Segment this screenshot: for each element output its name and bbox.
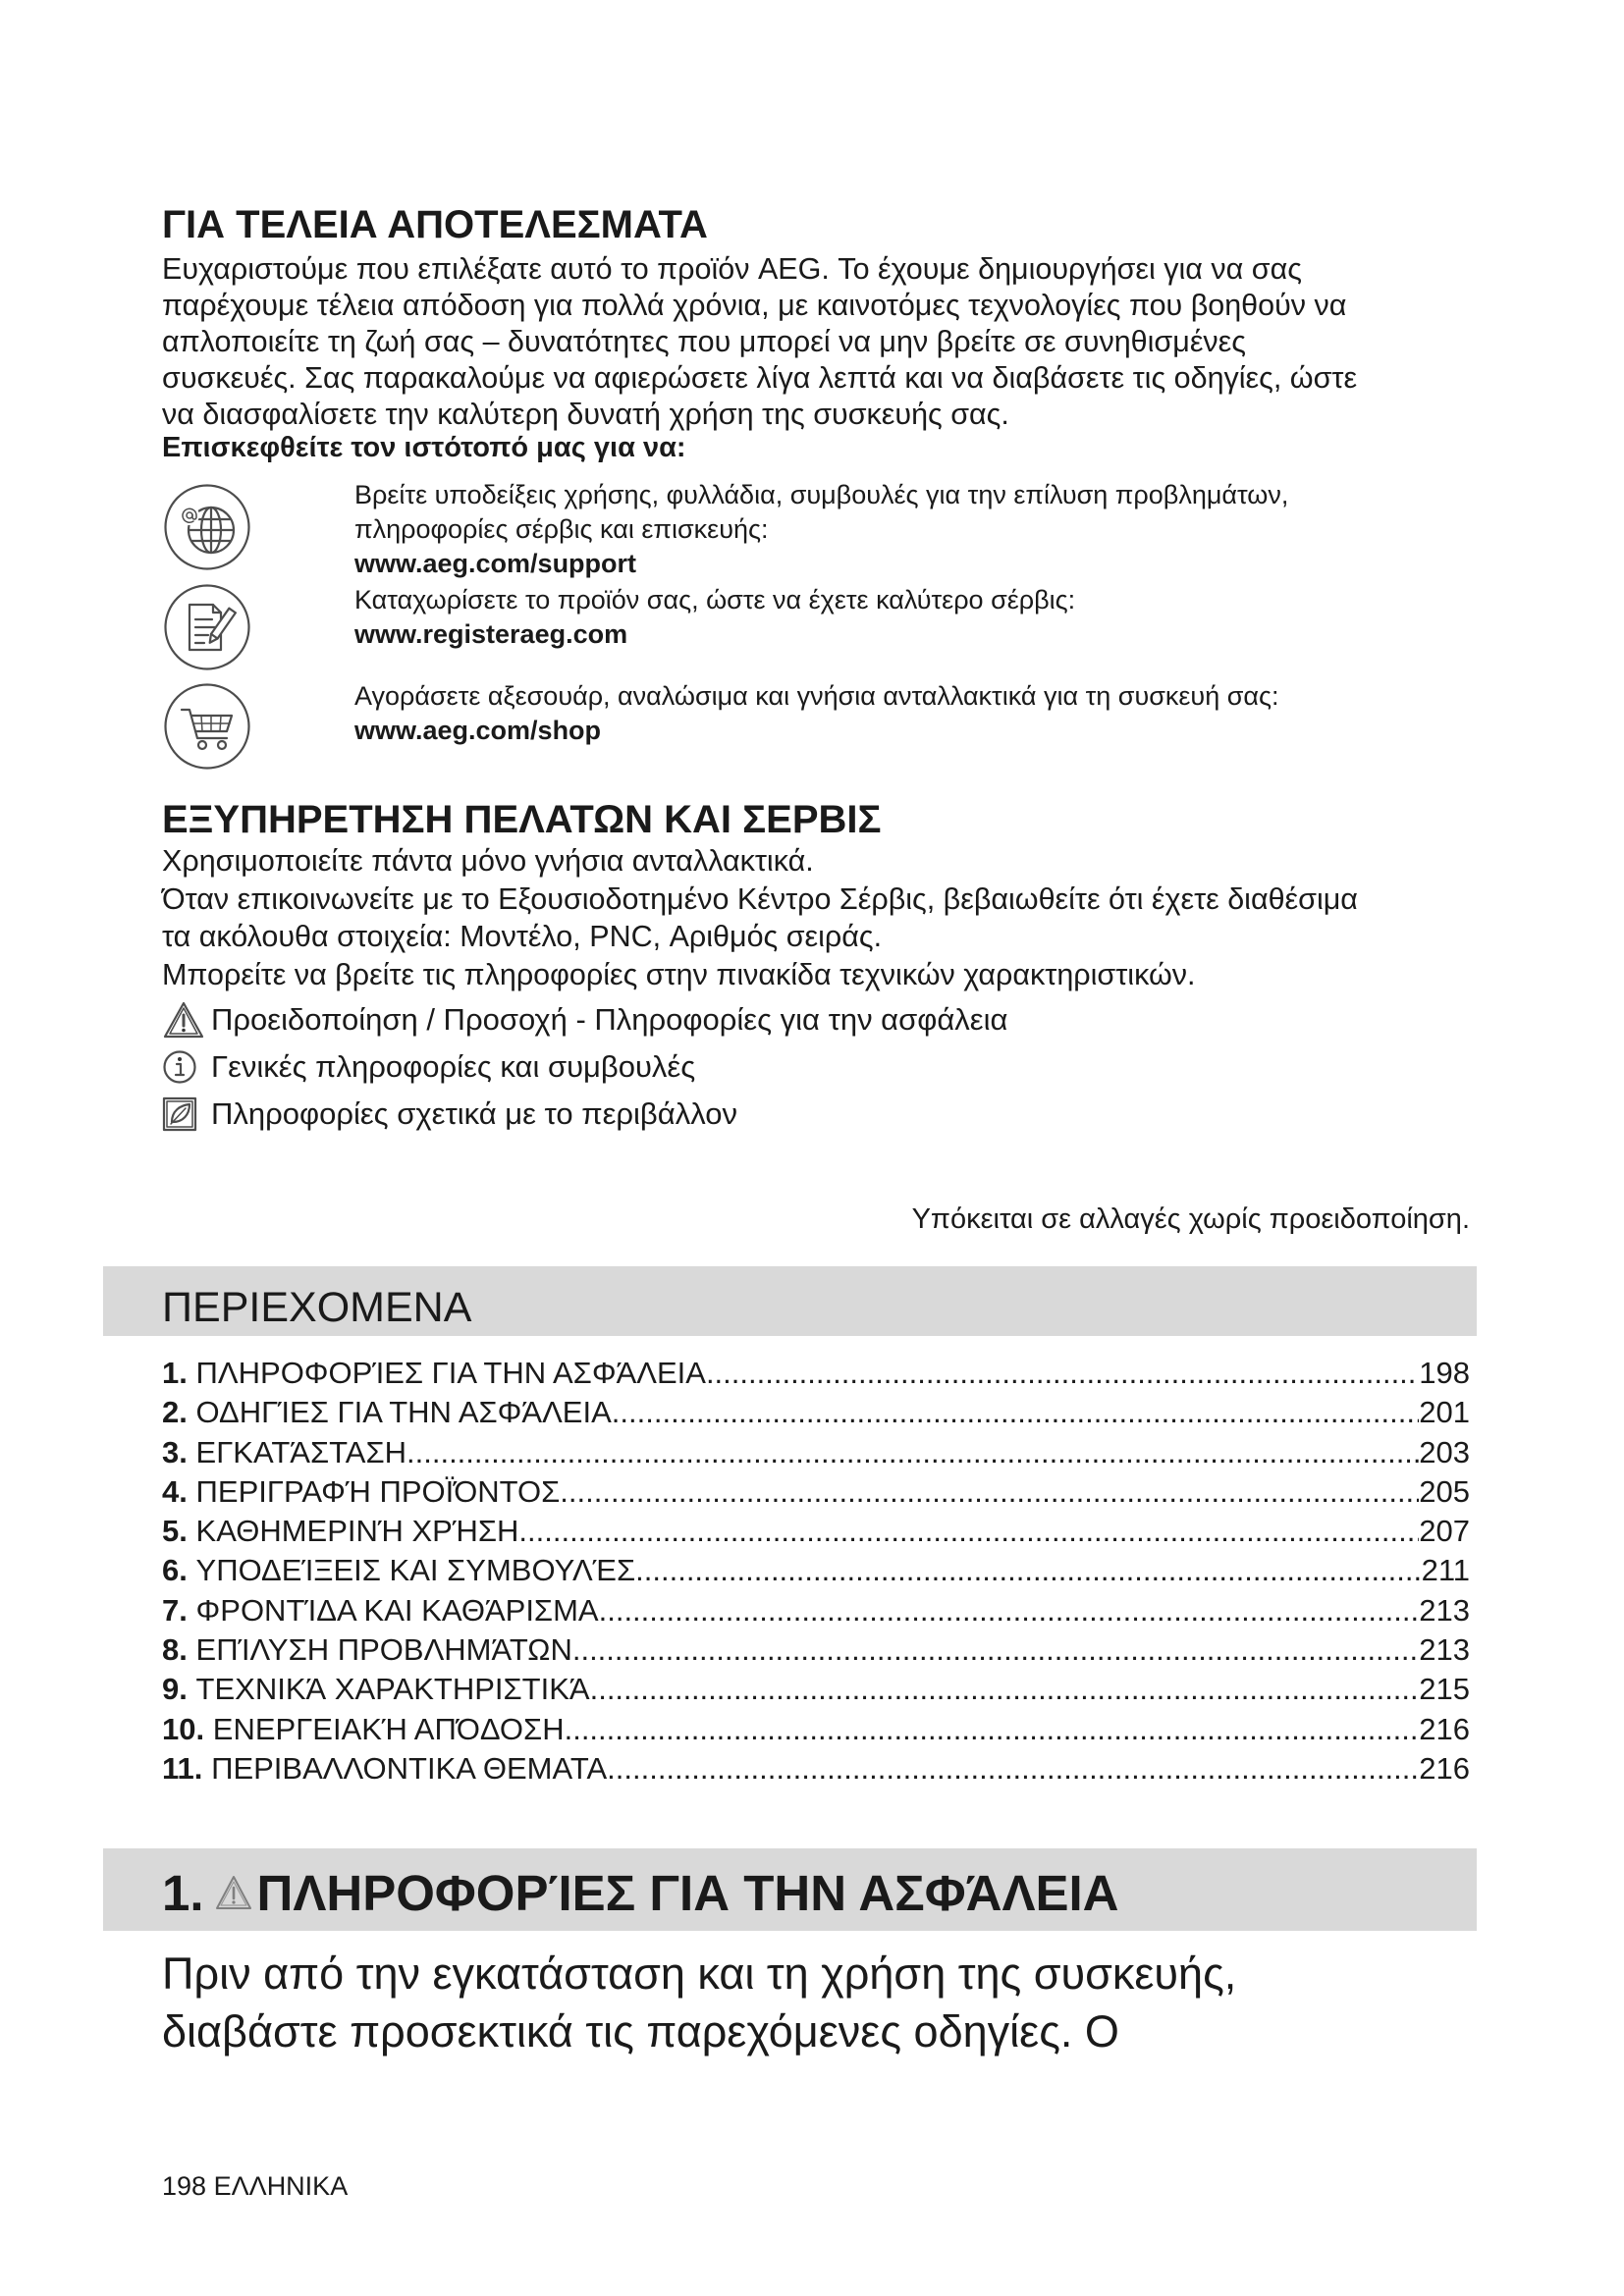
- symbol-row-info: [162, 1043, 1007, 1091]
- toc-title: ΚΑΘΗΜΕΡΙΝΉ ΧΡΉΣΗ: [195, 1514, 519, 1549]
- toc-leader: [612, 1393, 1419, 1432]
- toc-number: 1.: [162, 1356, 188, 1390]
- toc-number: 7.: [162, 1592, 188, 1628]
- service-title: ΕΞΥΠΗΡΕΤΗΣΗ ΠΕΛΑΤΩΝ ΚΑΙ ΣΕΡΒΙΣ: [162, 798, 882, 841]
- toc-row: [162, 1472, 1470, 1512]
- toc-row: [162, 1512, 1470, 1551]
- service-line: Μπορείτε να βρείτε τις πληροφορίες στην πινακίδα τεχνικών χαρακτηριστικών.: [162, 957, 1196, 991]
- toc-page: 207: [1419, 1514, 1470, 1549]
- intro-paragraph-line: να διασφαλίσετε την καλύτερη δυνατή χρήση της συσκευής σας.: [162, 398, 1009, 431]
- toc-title: ΕΠΊΛΥΣΗ ΠΡΟΒΛΗΜΆΤΩΝ: [195, 1632, 572, 1668]
- symbol-row-warning: [162, 996, 1007, 1043]
- service-text: [162, 842, 1358, 993]
- toc-leader: [572, 1630, 1419, 1670]
- toc-number: 10.: [162, 1711, 205, 1746]
- section-title: ΠΛΗΡΟΦΟΡΊΕΣ ΓΙΑ ΤΗΝ ΑΣΦΆΛΕΙΑ: [256, 1864, 1119, 1921]
- visit-label: Επισκεφθείτε τον ιστότοπό μας για να:: [162, 432, 686, 463]
- section-intro: [162, 1945, 1236, 2060]
- toc-page: 198: [1419, 1356, 1470, 1390]
- symbol-text: Πληροφορίες σχετικά με το περιβάλλον: [211, 1096, 737, 1131]
- toc-leader: [406, 1433, 1419, 1472]
- toc-number: 9.: [162, 1672, 188, 1707]
- toc-title: ΠΕΡΙΓΡΑΦΉ ΠΡΟΪΌΝΤΟΣ: [195, 1473, 561, 1509]
- section-number: 1.: [162, 1864, 204, 1921]
- register-link[interactable]: www.registeraeg.com: [354, 619, 628, 649]
- link-item-support: [354, 478, 1288, 581]
- toc-row: [162, 1630, 1470, 1670]
- shop-link[interactable]: www.aeg.com/shop: [354, 716, 602, 745]
- link-item-text: Αγοράσετε αξεσουάρ, αναλώσιμα και γνήσια ανταλλακτικά για τη συσκευή σας:: [354, 681, 1279, 711]
- symbol-row-environment: [162, 1091, 1007, 1138]
- globe-support-icon: [163, 483, 251, 571]
- toc-page: 213: [1419, 1632, 1470, 1668]
- warning-icon: [214, 1871, 253, 1914]
- toc-row: [162, 1670, 1470, 1709]
- toc-leader: [607, 1749, 1419, 1789]
- link-item-text: Καταχωρίσετε το προϊόν σας, ώστε να έχετε καλύτερο σέρβις:: [354, 585, 1076, 614]
- toc-title: ΠΕΡΙΒΑΛΛΟΝΤΙΚΑ ΘΕΜΑΤΑ: [211, 1750, 608, 1786]
- toc-title: ΟΔΗΓΊΕΣ ΓΙΑ ΤΗΝ ΑΣΦΆΛΕΙΑ: [195, 1395, 612, 1430]
- link-item-shop: [354, 679, 1279, 748]
- link-item-register: [354, 583, 1075, 652]
- toc-page: 215: [1419, 1672, 1470, 1707]
- section-intro-line: διαβάστε προσεκτικά τις παρεχόμενες οδηγίες. Ο: [162, 2006, 1119, 2056]
- section-heading: [162, 1864, 1118, 1921]
- service-line: τα ακόλουθα στοιχεία: Μοντέλο, PNC, Αριθμός σειράς.: [162, 920, 883, 953]
- section-intro-line: Πριν από την εγκατάσταση και τη χρήση της συσκευής,: [162, 1949, 1237, 1999]
- intro-paragraph: [162, 251, 1357, 433]
- toc-number: 4.: [162, 1473, 188, 1509]
- toc-page: 216: [1419, 1711, 1470, 1746]
- page-number: 198: [162, 2171, 207, 2201]
- intro-paragraph-line: απλοποιείτε τη ζωή σας – δυνατότητες που μπορεί να μην βρείτε σε συνηθισμένες: [162, 325, 1246, 358]
- toc-number: 11.: [162, 1750, 203, 1786]
- service-line: Όταν επικοινωνείτε με το Εξουσιοδοτημένο Κέντρο Σέρβις, βεβαιωθείτε ότι έχετε διαθέσιμα: [162, 881, 1358, 916]
- register-document-icon: [163, 583, 251, 671]
- toc-leader: [706, 1354, 1419, 1393]
- toc-row: [162, 1393, 1470, 1432]
- toc-leader: [560, 1472, 1419, 1512]
- info-icon: [162, 1049, 211, 1085]
- toc-number: 3.: [162, 1434, 188, 1469]
- toc-page: 203: [1419, 1434, 1470, 1469]
- service-line: Χρησιμοποιείτε πάντα μόνο γνήσια ανταλλακτικά.: [162, 844, 814, 878]
- contents-header-bar: [103, 1266, 1477, 1336]
- toc-page: 213: [1419, 1592, 1470, 1628]
- toc-row: [162, 1551, 1470, 1590]
- disclaimer: Υπόκειται σε αλλαγές χωρίς προειδοποίηση.: [911, 1203, 1470, 1235]
- toc-leader: [635, 1551, 1421, 1590]
- footer-language: ΕΛΛΗΝΙΚΑ: [213, 2171, 349, 2201]
- toc-number: 5.: [162, 1514, 188, 1549]
- section-header-bar: [103, 1848, 1477, 1931]
- intro-paragraph-line: παρέχουμε τέλεια απόδοση για πολλά χρόνια, με καινοτόμες τεχνολογίες που βοηθούν να: [162, 289, 1347, 322]
- toc-page: 205: [1419, 1473, 1470, 1509]
- toc-leader: [599, 1591, 1420, 1630]
- toc-row: [162, 1749, 1470, 1789]
- toc-row: [162, 1710, 1470, 1749]
- shopping-cart-icon: [163, 682, 251, 771]
- toc-row: [162, 1433, 1470, 1472]
- toc-row: [162, 1354, 1470, 1393]
- environment-leaf-icon: [162, 1096, 211, 1132]
- page-footer: [162, 2171, 348, 2201]
- link-item-text: Βρείτε υποδείξεις χρήσης, φυλλάδια, συμβουλές για την επίλυση προβλημάτων,: [354, 480, 1289, 509]
- link-item-text: πληροφορίες σέρβις και επισκευής:: [354, 514, 769, 544]
- table-of-contents: [162, 1354, 1470, 1789]
- intro-paragraph-line: Ευχαριστούμε που επιλέξατε αυτό το προϊόν AEG. Το έχουμε δημιουργήσει για να σας: [162, 252, 1302, 286]
- toc-leader: [565, 1710, 1420, 1749]
- toc-number: 2.: [162, 1395, 188, 1430]
- toc-row: [162, 1591, 1470, 1630]
- contents-title: ΠΕΡΙΕΧΟΜΕΝΑ: [162, 1284, 472, 1331]
- toc-title: ΤΕΧΝΙΚΆ ΧΑΡΑΚΤΗΡΙΣΤΙΚΆ: [195, 1672, 590, 1707]
- toc-title: ΥΠΟΔΕΊΞΕΙΣ ΚΑΙ ΣΥΜΒΟΥΛΈΣ: [195, 1553, 636, 1588]
- toc-title: ΦΡΟΝΤΊΔΑ ΚΑΙ ΚΑΘΆΡΙΣΜΑ: [195, 1592, 599, 1628]
- symbol-text: Γενικές πληροφορίες και συμβουλές: [211, 1049, 696, 1084]
- toc-leader: [590, 1670, 1420, 1709]
- toc-page: 201: [1419, 1395, 1470, 1430]
- toc-title: ΠΛΗΡΟΦΟΡΊΕΣ ΓΙΑ ΤΗΝ ΑΣΦΆΛΕΙΑ: [195, 1356, 706, 1390]
- intro-paragraph-line: συσκευές. Σας παρακαλούμε να αφιερώσετε λίγα λεπτά και να διαβάσετε τις οδηγίες, ώστε: [162, 361, 1358, 395]
- intro-title: ΓΙΑ ΤΕΛΕΙΑ ΑΠΟΤΕΛΕΣΜΑΤΑ: [162, 203, 708, 246]
- toc-number: 8.: [162, 1632, 188, 1668]
- symbol-text: Προειδοποίηση / Προσοχή - Πληροφορίες για την ασφάλεια: [211, 1002, 1008, 1037]
- symbol-legend: [162, 996, 1007, 1138]
- warning-icon: [162, 1000, 211, 1040]
- support-link[interactable]: www.aeg.com/support: [354, 549, 637, 578]
- toc-page: 211: [1421, 1553, 1470, 1588]
- toc-leader: [518, 1512, 1419, 1551]
- toc-number: 6.: [162, 1553, 188, 1588]
- toc-page: 216: [1419, 1750, 1470, 1786]
- toc-title: ΕΓΚΑΤΆΣΤΑΣΗ: [195, 1434, 406, 1469]
- toc-title: ΕΝΕΡΓΕΙΑΚΉ ΑΠΌΔΟΣΗ: [212, 1711, 565, 1746]
